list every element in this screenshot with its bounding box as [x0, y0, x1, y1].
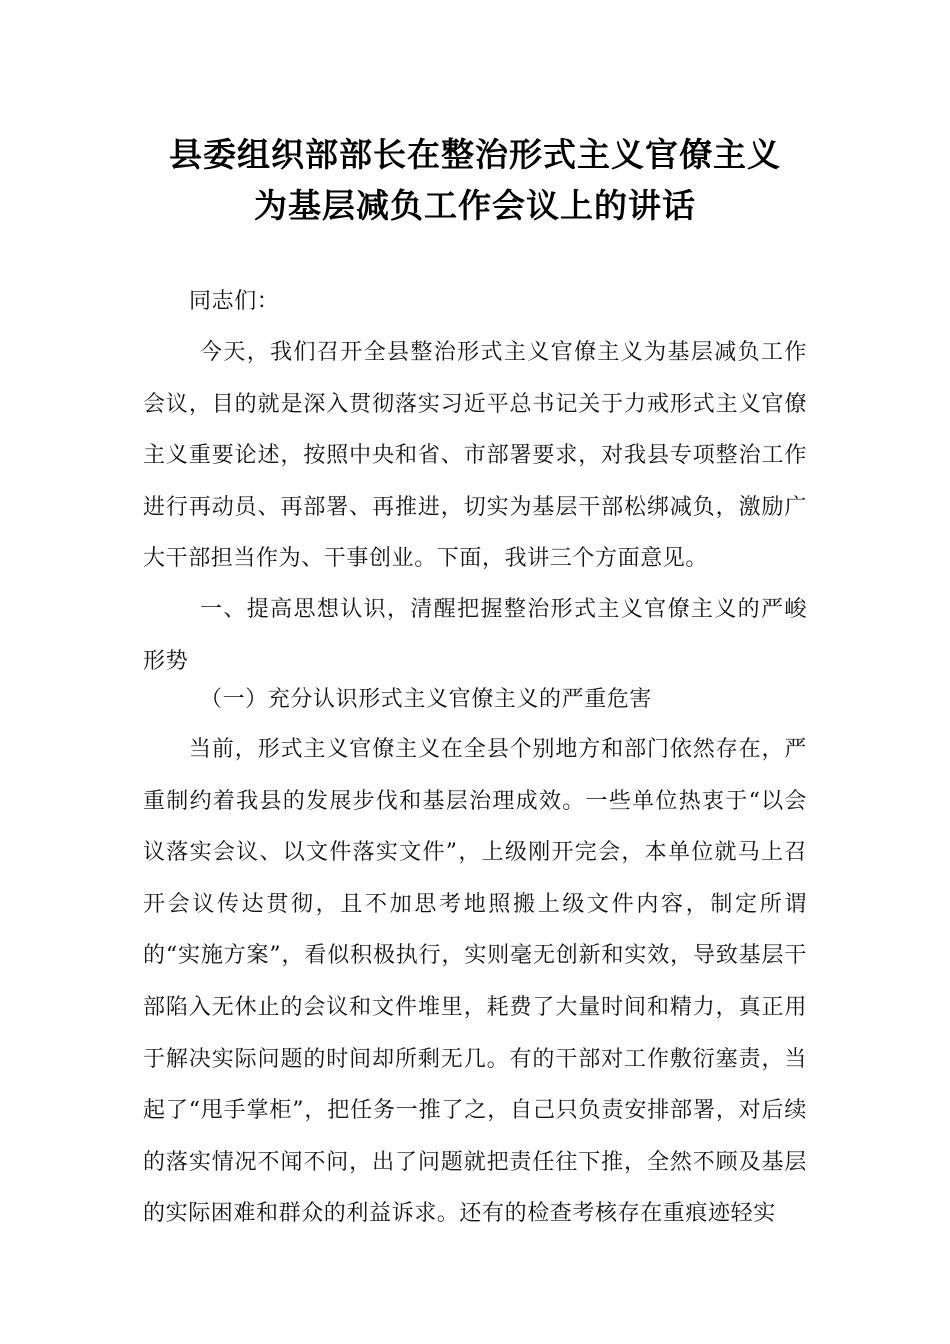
- greeting: 同志们：: [189, 289, 280, 314]
- paragraph-opening: 今天，我们召开全县整治形式主义官僚主义为基层减负工作会议，目的就是深入贯彻落实习近平总书记关于力戒形式主义官僚主义重要论述，按照中央和省、市部署要求，对我县专项整治工作进行再动员、再部署、再推进，切实为基层干部松绑减负，激励广大干部担当作为、干事创业。下面，我讲三个方面意见。: [143, 340, 807, 572]
- subsection-heading-1: （一）充分认识形式主义官僚主义的严重危害: [200, 687, 653, 712]
- document-title-line-2: 为基层减负工作会议上的讲话: [254, 186, 696, 225]
- section-heading-1: 一、提高思想认识，清醒把握整治形式主义官僚主义的严峻形势: [143, 597, 807, 674]
- document-title-line-1: 县委组织部部长在整治形式主义官僚主义: [169, 135, 781, 174]
- paragraph-body: 当前，形式主义官僚主义在全县个别地方和部门依然存在，严重制约着我县的发展步伐和基层治理成效。一些单位热衷于“以会议落实会议、以文件落实文件”，上级刚开完会，本单位就马上召开会议传达贯彻，且不加思考地照搬上级文件内容，制定所谓的“实施方案”，看似积极执行，实则毫无创新和实效，导致基层干部陷入无休止的会议和文件堆里，耗费了大量时间和精力，真正用于解决实际问题的时间却所剩无几。有的干部对工作敷衍塞责，当起了“甩手掌柜”，把任务一推了之，自己只负责安排部署，对后续的落实情况不闻不问，出了问题就把责任往下推，全然不顾及基层的实际困难和群众的利益诉求。还有的检查考核存在重痕迹轻实: [143, 737, 807, 1227]
